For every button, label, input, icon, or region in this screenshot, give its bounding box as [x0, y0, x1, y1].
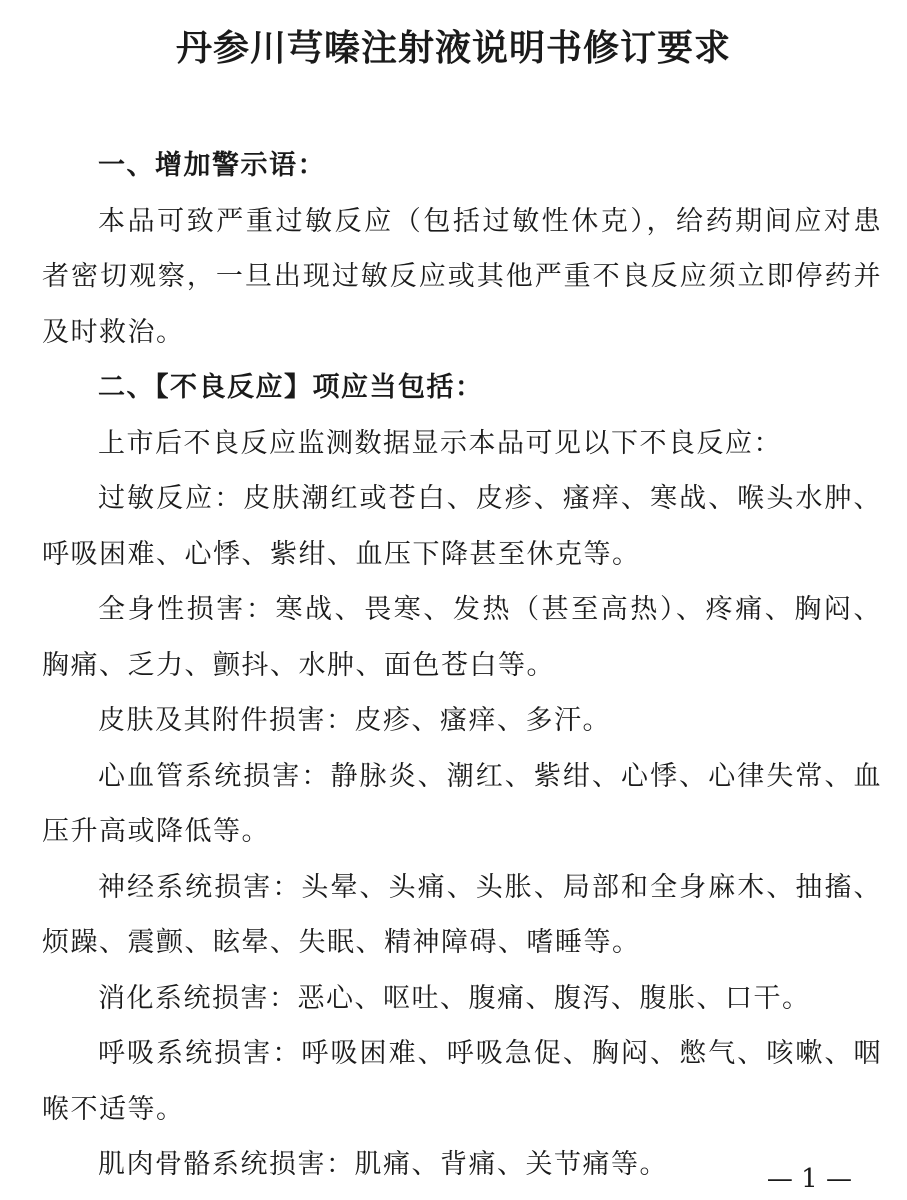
warning-paragraph: 本品可致严重过敏反应（包括过敏性休克），给药期间应对患者密切观察，一旦出现过敏反应或其他严重不良反应须立即停药并及时救治。 [42, 205, 882, 348]
respiratory-system-damage-paragraph: 呼吸系统损害：呼吸困难、呼吸急促、胸闷、憋气、咳嗽、咽喉不适等。 [42, 1038, 882, 1125]
document-body [42, 138, 882, 1193]
musculoskeletal-damage-paragraph: 肌肉骨骼系统损害：肌痛、背痛、关节痛等。 [98, 1149, 668, 1180]
cardiovascular-damage-paragraph: 心血管系统损害：静脉炎、潮红、紫绀、心悸、心律失常、血压升高或降低等。 [42, 760, 882, 847]
section-heading-warning: 一、增加警示语： [98, 150, 326, 181]
section-heading-adverse-reactions: 二、【不良反应】项应当包括： [98, 372, 484, 403]
systemic-damage-paragraph: 全身性损害：寒战、畏寒、发热（甚至高热）、疼痛、胸闷、胸痛、乏力、颤抖、水肿、面色苍白等。 [42, 594, 882, 681]
page-number: — 1 — [766, 1164, 852, 1194]
skin-damage-paragraph: 皮肤及其附件损害：皮疹、瘙痒、多汗。 [98, 705, 611, 736]
allergic-reactions-paragraph: 过敏反应：皮肤潮红或苍白、皮疹、瘙痒、寒战、喉头水肿、呼吸困难、心悸、紫绀、血压下降甚至休克等。 [42, 483, 882, 570]
nervous-system-damage-paragraph: 神经系统损害：头晕、头痛、头胀、局部和全身麻木、抽搐、烦躁、震颤、眩晕、失眠、精神障碍、嗜睡等。 [42, 871, 882, 958]
document-title: 丹参川芎嗪注射液说明书修订要求 [175, 27, 731, 69]
adverse-reactions-intro: 上市后不良反应监测数据显示本品可见以下不良反应： [98, 427, 782, 459]
digestive-system-damage-paragraph: 消化系统损害：恶心、呕吐、腹痛、腹泻、腹胀、口干。 [98, 982, 811, 1014]
